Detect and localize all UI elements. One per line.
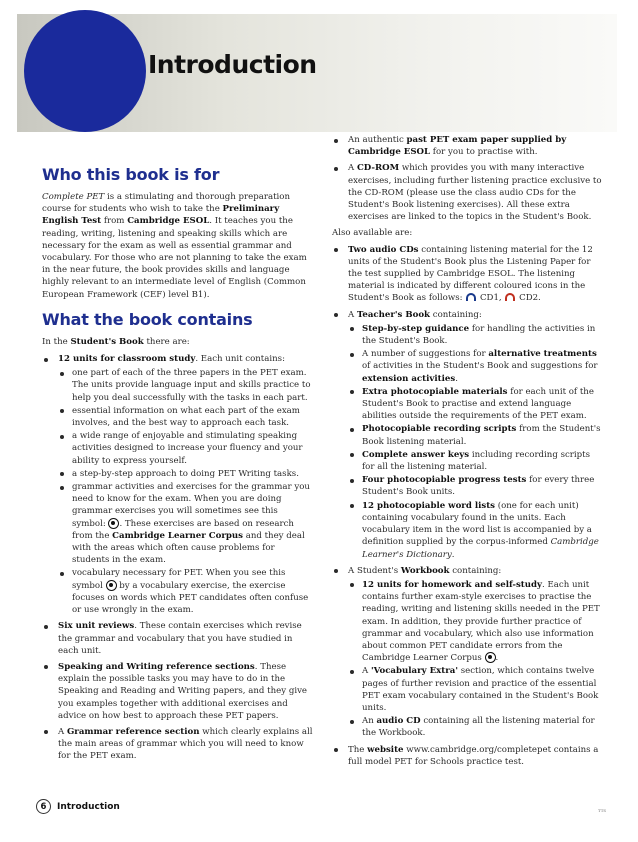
right-column bbox=[332, 134, 604, 772]
page-number: 6 bbox=[36, 799, 51, 814]
corpus-symbol-icon bbox=[485, 652, 496, 663]
sub-item: Extra photocopiable materials for each unit of the Student's Book to practise and extend language abilities outside the requirements of the PET exam. bbox=[348, 386, 604, 423]
footer-label: Introduction bbox=[57, 802, 120, 812]
sub-item: Four photocopiable progress tests for every three Student's Book units. bbox=[348, 474, 604, 498]
corpus-symbol-icon bbox=[106, 580, 117, 591]
contains-list bbox=[42, 353, 314, 763]
list-item-website: The website www.cambridge.org/completepet contains a full model PET for Schools practice test. bbox=[332, 744, 604, 768]
list-item-reference: Speaking and Writing reference sections. These explain the possible tasks you may have to do in the Speaking and Reading and Writing papers, and they give you examples together with additional exercises and advice on how best to approach these PET papers. bbox=[42, 661, 314, 722]
left-column bbox=[42, 166, 314, 767]
list-item-grammar: A Grammar reference section which clearly explains all the main areas of grammar which you will need to know for the PET exam. bbox=[42, 726, 314, 763]
sub-item: Step-by-step guidance for handling the activities in the Student's Book. bbox=[348, 323, 604, 347]
sub-item: a step-by-step approach to doing PET Writing tasks. bbox=[58, 468, 314, 480]
sub-item: grammar activities and exercises for the grammar you need to know for the exam. When you are doing grammar exercises you will sometimes see this symbol: . These exercises are based on research from the Cambridge Learner Corpus and they deal with the areas which often cause problems for students in the exam. bbox=[58, 481, 314, 566]
sub-item: A number of suggestions for alternative treatments of activities in the Student's Book and suggestions for extension activities. bbox=[348, 348, 604, 385]
sub-item: Complete answer keys including recording scripts for all the listening material. bbox=[348, 449, 604, 473]
sub-item: Photocopiable recording scripts from the Student's Book listening material. bbox=[348, 423, 604, 447]
also-list bbox=[332, 244, 604, 768]
sub-item: 12 photocopiable word lists (one for each unit) containing vocabulary found in the units. Each vocabulary item in the word list is accompanied by a definition supplied by the corpus-informed Cambridge Learner's Dictionary. bbox=[348, 500, 604, 561]
section-heading-contains: What the book contains bbox=[42, 309, 253, 329]
page-footer bbox=[36, 799, 120, 814]
corner-mark: TTS bbox=[598, 808, 607, 813]
also-available: Also available are: bbox=[332, 228, 413, 239]
sub-item: one part of each of the three papers in the PET exam. The units provide language input and skills practice to help you deal successfully with the tasks in each part. bbox=[58, 367, 314, 404]
contains-intro: In the Student's Book there are: bbox=[42, 336, 190, 347]
list-item-workbook: A Student's Workbook containing: 12 units for homework and self-study. Each unit contains further exam-style exercises to practise the reading, writing and listening skills needed in the PET exam. In addition, they provide further practice of grammar and vocabulary, which also use information about common PET candidate errors from the Cambridge Learner Corpus . A 'Vocabulary Extra' section, which contains twelve pages of further revision and practice of the essential PET exam vocabulary contained in the Student's Book units. An audio CD containing all the listening material for the Workbook. bbox=[332, 565, 604, 740]
sub-item: a wide range of enjoyable and stimulating speaking activities designed to increase your fluency and your ability to express yourself. bbox=[58, 430, 314, 467]
list-item-audio: Two audio CDs containing listening material for the 12 units of the Student's Book plus the Listening Paper for the test supplied by Cambridge ESOL. The listening material is indicated by different coloured icons in the Student's Book as follows: CD1, CD2. bbox=[332, 244, 604, 305]
page-title: Introduction bbox=[148, 50, 317, 79]
sub-item: vocabulary necessary for PET. When you see this symbol by a vocabulary exercise, the exercise focuses on words which PET candidates often confuse or use wrongly in the exam. bbox=[58, 567, 314, 616]
sub-item: 12 units for homework and self-study. Each unit contains further exam-style exercises to practise the reading, writing and listening skills needed in the PET exam. In addition, they provide further practice of grammar and vocabulary, which also use information about common PET candidate errors from the Cambridge Learner Corpus . bbox=[348, 579, 604, 664]
sub-item: An audio CD containing all the listening material for the Workbook. bbox=[348, 715, 604, 739]
header-circle-decoration bbox=[24, 10, 146, 132]
list-item-reviews: Six unit reviews. These contain exercises which revise the grammar and vocabulary that you have studied in each unit. bbox=[42, 620, 314, 657]
list-item-past-paper: An authentic past PET exam paper supplied by Cambridge ESOL for you to practise with. bbox=[332, 134, 604, 158]
headphones-red-icon bbox=[505, 293, 515, 301]
corpus-symbol-icon bbox=[108, 518, 119, 529]
list-item-units: 12 units for classroom study. Each unit contains: one part of each of the three papers in the PET exam. The units provide language input and skills practice to help you deal successfully with the tasks in each part. essential information on what each part of the exam involves, and the best way to approach each task. a wide range of enjoyable and stimulating speaking activities designed to increase your fluency and your ability to express yourself. a step-by-step approach to doing PET Writing tasks. grammar activities and exercises for the grammar you need to know for the exam. When you are doing grammar exercises you will sometimes see this symbol: . These exercises are based on research from the Cambridge Learner Corpus and they deal with the areas which often cause problems for students in the exam. vocabulary necessary for PET. When you see this symbol by a vocabulary exercise, the exercise focuses on words which PET candidates often confuse or use wrongly in the exam. bbox=[42, 353, 314, 616]
contains-list-continued bbox=[332, 134, 604, 223]
headphones-blue-icon bbox=[466, 293, 476, 301]
list-item-cd-rom: A CD-ROM which provides you with many interactive exercises, including further listening practice exclusive to the CD-ROM (please use the class audio CDs for the Student's Book listening exercises). All these extra exercises are linked to the topics in the Student's Book. bbox=[332, 162, 604, 223]
who-paragraph: Complete PET is a stimulating and thorough preparation course for students who wish to take the Preliminary English Test from Cambridge ESOL. It teaches you the reading, writing, listening and speaking skills which are necessary for the exam as well as essential grammar and vocabulary. For those who are not planning to take the exam in the near future, the book provides skills and language highly relevant to an intermediate level of English (Common European Framework (CEF) level B1). bbox=[42, 192, 307, 300]
section-heading-who: Who this book is for bbox=[42, 165, 220, 184]
sub-item: essential information on what each part of the exam involves, and the best way to approach each task. bbox=[58, 405, 314, 429]
list-item-teachers-book: A Teacher's Book containing: Step-by-step guidance for handling the activities in the Student's Book. A number of suggestions for alternative treatments of activities in the Student's Book and suggestions for extension activities. Extra photocopiable materials for each unit of the Student's Book to practise and extend language abilities outside the requirements of the PET exam. Photocopiable recording scripts from the Student's Book listening material. Complete answer keys including recording scripts for all the listening material. Four photocopiable progress tests for every three Student's Book units. 12 photocopiable word lists (one for each unit) containing vocabulary found in the units. Each vocabulary item in the word list is accompanied by a definition supplied by the corpus-informed Cambridge Learner's Dictionary. bbox=[332, 309, 604, 561]
sub-item: A 'Vocabulary Extra' section, which contains twelve pages of further revision and practice of the essential PET exam vocabulary contained in the Student's Book units. bbox=[348, 665, 604, 714]
